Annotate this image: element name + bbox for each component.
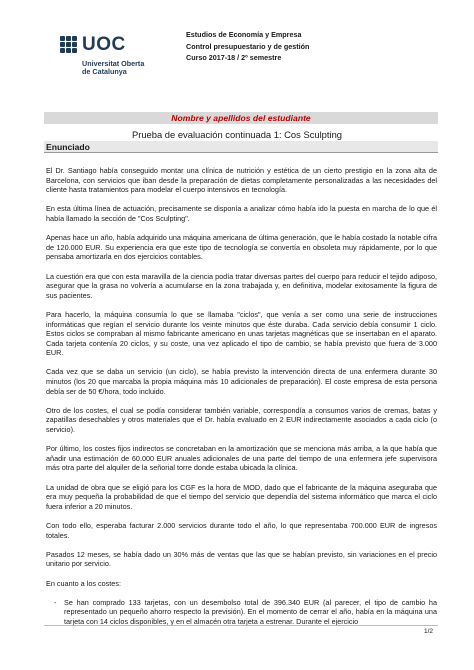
logo-subtitle: Universitat Oberta de Catalunya [82,59,145,76]
paragraph: Pasados 12 meses, se había dado un 30% más de ventas que las que se habían previsto, sin variaciones en el precio unitario por servicio. [46,549,437,569]
term-line: Curso 2017-18 / 2º semestre [186,53,282,62]
paragraph: La cuestión era que con esta maravilla de la ciencia podía tratar diversas partes del cuerpo para reducir el tejido adiposo, asegurar que la grasa no volvería a acumularse en la zona trabajada y, en definitiva, modelar exitosamente la figura de sus pacientes. [46,271,437,300]
logo-wordmark: UOC [82,34,126,55]
paragraph: La unidad de obra que se eligió para los CGF es la hora de MOD, dado que el fabricante de la máquina aseguraba que era muy pequeña la probabilidad de que el tiempo del servicio que dependía del sistema informático que marca el ciclo fuera inferior a 20 minutos. [46,482,437,511]
statement-body [46,166,437,627]
paragraph: Para hacerlo, la máquina consumía lo que se llamaba "ciclos", que venía a ser como una serie de instrucciones informáticas que regían el servicio durante los veinte minutos que éste duraba. Cada servicio debía consumir 1 ciclo. Estos ciclos se compraban al mismo fabricante americano en unas tarjetas magnéticas que se insertaban en el aparato. Cada tarjeta contenía 20 ciclos, y su coste, una vez aplicado el tipo de cambio, se había previsto que fuera de 3.000 EUR. [46,309,437,358]
paragraph: En cuanto a los costes: [46,578,121,588]
page-number: 1/2 [424,628,434,635]
paragraph: Por último, los costes fijos indirectos se concretaban en la amortización que se menciona más arriba, a la que había que añadir una estimación de 60.000 EUR anuales adicionales de una parte del tiempo de una enfermera jefe supervisora más otra parte del alquiler de la señorial torre donde estaba ubicada la clínica. [46,444,437,473]
paragraph: En esta última línea de actuación, precisamente se disponía a analizar cómo había ido la puesta en marcha de lo que él había llamado la sección de "Cos Sculpting". [46,204,437,223]
footer-divider [44,625,438,626]
studies-line: Estudios de Economía y Empresa [186,30,302,39]
section-heading: Enunciado [44,141,438,153]
paragraph: Con todo ello, esperaba facturar 2.000 servicios durante todo el año, lo que representaba 700.000 EUR de ingresos totales. [46,520,437,540]
paragraph: Otro de los costes, el cual se podía considerar también variable, correspondía a consumos varios de cremas, batas y zapatillas desechables y otros materiales que el Dr. había evaluado en 2 EUR indirectamente asociados a cada ciclo (o servicio). [46,405,437,435]
paragraph: Cada vez que se daba un servicio (un ciclo), se había previsto la intervención directa de una enfermera durante 30 minutos (los 20 que marcaba la propia máquina más 10 adicionales de preparación). El coste empresa de esta persona debía ser de 50 €/hora, todo incluido. [46,367,437,396]
paragraph: El Dr. Santiago había conseguido montar una clínica de nutrición y estética de un cierto prestigio en la zona alta de Barcelona, con servicios que iban desde la preparación de dietas completamente personalizadas a las necesidades del cliente hasta tratamientos para modelar el cuerpo intensivos en tecnología. [46,166,437,195]
list-item: - Se han comprado 133 tarjetas, con un desembolso total de 396.340 EUR (al parecer, el tipo de cambio ha representado un pequeño ahorro respecto la previsión). En el momento de cerrar el año, había en la máquina una tarjeta con 14 ciclos disponibles, y en el almacén otra tarjeta a estrenar. Durante el ejercicio [46,598,437,627]
document-title: Prueba de evaluación continuada 1: Cos Sculpting [131,129,343,140]
logo-grid-icon [60,36,78,54]
subject-line: Control presupuestario y de gestión [186,41,310,51]
uoc-logo [60,36,144,86]
course-meta [186,29,309,64]
student-name-field: Nombre y apellidos del estudiante [44,112,438,124]
cost-list [46,598,437,627]
paragraph: Apenas hace un año, había adquirido una máquina americana de última generación, que le había costado la notable cifra de 120.000 EUR. Su experiencia era que este tipo de tecnología se convertía en obsoleta muy rápidamente, por lo que pensaba amortizarla en dos ejercicios contables. [46,233,437,262]
